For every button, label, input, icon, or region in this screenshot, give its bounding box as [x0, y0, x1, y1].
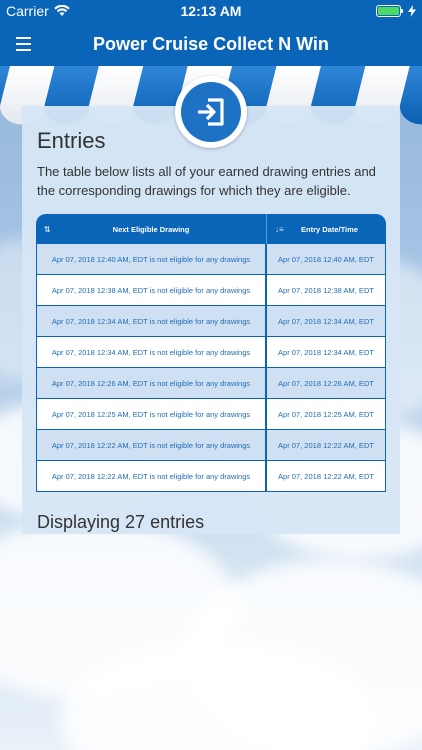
table-row[interactable] [36, 430, 386, 461]
entries-title: Entries [37, 128, 106, 153]
sort-icon: ⇅ [44, 225, 51, 234]
table-row[interactable] [36, 337, 386, 368]
table-row[interactable] [36, 461, 386, 492]
table-header [36, 214, 386, 244]
entries-count: Displaying 27 entries [37, 512, 205, 532]
cell-next-drawing: Apr 07, 2018 12:25 AM, EDT is not eligible for any drawings [36, 399, 267, 429]
cell-entry-date: Apr 07, 2018 12:40 AM, EDT [267, 244, 386, 274]
wifi-icon [54, 5, 70, 17]
column-header-entry-date[interactable] [267, 214, 386, 244]
cell-next-drawing: Apr 07, 2018 12:34 AM, EDT is not eligible for any drawings [36, 337, 267, 367]
table-row[interactable] [36, 306, 386, 337]
table-body [36, 244, 386, 492]
table-row[interactable] [36, 275, 386, 306]
cell-entry-date: Apr 07, 2018 12:26 AM, EDT [267, 368, 386, 398]
app-title: Power Cruise Collect N Win [93, 33, 329, 54]
cell-entry-date: Apr 07, 2018 12:22 AM, EDT [267, 461, 386, 491]
table-row[interactable] [36, 244, 386, 275]
hamburger-menu-icon[interactable] [0, 22, 46, 66]
cell-entry-date: Apr 07, 2018 12:22 AM, EDT [267, 430, 386, 460]
sign-in-icon [193, 94, 229, 130]
cell-next-drawing: Apr 07, 2018 12:38 AM, EDT is not eligible for any drawings [36, 275, 267, 305]
column-label: Next Eligible Drawing [112, 224, 190, 234]
cell-entry-date: Apr 07, 2018 12:38 AM, EDT [267, 275, 386, 305]
entries-description: The table below lists all of your earned drawing entries and the corresponding drawings for which they are eligible. [37, 164, 376, 198]
column-header-next-drawing[interactable] [36, 214, 267, 244]
cell-next-drawing: Apr 07, 2018 12:26 AM, EDT is not eligible for any drawings [36, 368, 267, 398]
entries-table [36, 214, 386, 500]
status-time: 12:13 AM [180, 3, 242, 19]
status-bar [0, 0, 422, 22]
cell-next-drawing: Apr 07, 2018 12:22 AM, EDT is not eligible for any drawings [36, 461, 267, 491]
status-right [276, 5, 416, 17]
cell-next-drawing: Apr 07, 2018 12:34 AM, EDT is not eligible for any drawings [36, 306, 267, 336]
column-label: Entry Date/Time [301, 224, 358, 234]
charging-bolt-icon [408, 5, 416, 17]
table-row[interactable] [36, 368, 386, 399]
cell-next-drawing: Apr 07, 2018 12:22 AM, EDT is not eligible for any drawings [36, 430, 267, 460]
cell-entry-date: Apr 07, 2018 12:34 AM, EDT [267, 306, 386, 336]
battery-icon [376, 5, 401, 17]
cell-entry-date: Apr 07, 2018 12:25 AM, EDT [267, 399, 386, 429]
cell-next-drawing: Apr 07, 2018 12:40 AM, EDT is not eligible for any drawings [36, 244, 267, 274]
cell-entry-date: Apr 07, 2018 12:34 AM, EDT [267, 337, 386, 367]
table-row[interactable] [36, 399, 386, 430]
status-left [6, 3, 146, 19]
carrier-label: Carrier [6, 3, 49, 19]
header-icon-badge [175, 76, 247, 148]
sort-descending-icon: ↓≡ [275, 225, 284, 234]
nav-bar [0, 22, 422, 66]
